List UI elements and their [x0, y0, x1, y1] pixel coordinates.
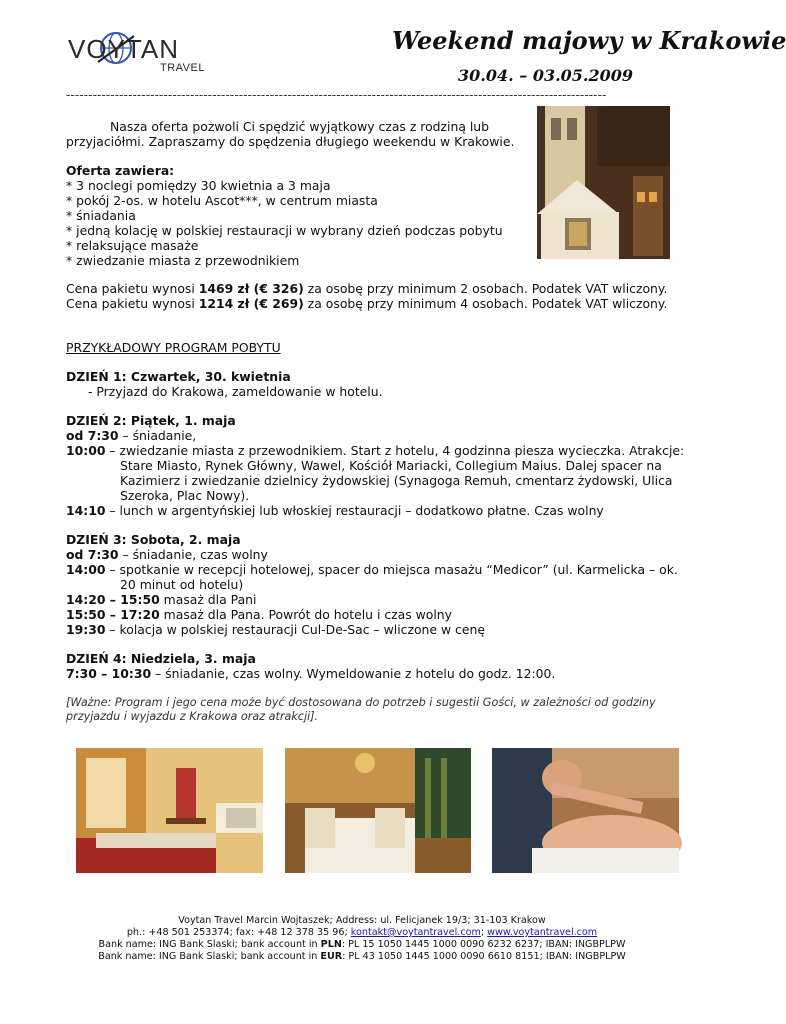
activity: masaż dla Pana. Powrót do hotelu i czas wolny	[159, 607, 452, 622]
day3-row-2-cont: 20 minut od hotelu)	[120, 577, 244, 592]
price-prefix: Cena pakietu wynosi	[66, 281, 199, 296]
day2-row-2-cont: Stare Miasto, Rynek Główny, Wawel, Kościół Mariacki, Collegium Maius. Dalej spacer na	[120, 458, 662, 473]
offer-item: * relaksujące masaże	[66, 238, 199, 253]
intro-line-2: przyjaciółmi. Zapraszamy do spędzenia długiego weekendu w Krakowie.	[66, 134, 515, 149]
time: od 7:30	[66, 547, 119, 562]
church-photo	[537, 106, 670, 259]
intro-line-1: Nasza oferta pozwoli Ci spędzić wyjątkowy czas z rodziną lub	[110, 119, 490, 134]
day2-row-2-cont: Szeroka, Plac Nowy).	[120, 488, 250, 503]
time: 7:30 – 10:30	[66, 666, 152, 681]
company-logo	[68, 26, 218, 76]
price-value: 1214 zł (€ 269)	[198, 296, 304, 311]
time: 14:10	[66, 503, 106, 518]
footer-separator: ;	[480, 927, 488, 938]
day3-row-4	[66, 607, 452, 622]
activity: – spotkanie w recepcji hotelowej, spacer do miejsca masażu “Medicor” (ul. Karmelicka – ok.	[105, 562, 678, 577]
offer-item: * pokój 2-os. w hotelu Ascot***, w centrum miasta	[66, 193, 378, 208]
hotel-room-photo	[76, 748, 263, 873]
price-value: 1469 zł (€ 326)	[198, 281, 304, 296]
time: od 7:30	[66, 428, 119, 443]
offer-item: * śniadania	[66, 208, 136, 223]
activity: – zwiedzanie miasta z przewodnikiem. Start z hotelu, 4 godzinna piesza wycieczka. Atrakcje:	[105, 443, 685, 458]
bank-text: Bank name: ING Bank Slaski; bank account in	[98, 951, 321, 962]
price-suffix: za osobę przy minimum 2 osobach. Podatek VAT wliczony.	[303, 281, 668, 296]
day3-heading: DZIEŃ 3: Sobota, 2. maja	[66, 532, 241, 547]
offer-item: * 3 noclegi pomiędzy 30 kwietnia a 3 maja	[66, 178, 331, 193]
time: 15:50 – 17:20	[66, 607, 160, 622]
bank-currency: EUR	[320, 951, 343, 962]
page-dates: 30.04. – 03.05.2009	[458, 66, 634, 85]
price-prefix: Cena pakietu wynosi	[66, 296, 199, 311]
price-line-2	[66, 296, 667, 311]
offer-heading: Oferta zawiera:	[66, 163, 175, 178]
day4-row-1	[66, 666, 555, 681]
note-line-2: przyjazdu i wyjazdu z Krakowa oraz atrakcji].	[66, 710, 319, 723]
footer-bank-eur	[0, 951, 724, 963]
day2-heading: DZIEŃ 2: Piątek, 1. maja	[66, 413, 236, 428]
day4-heading: DZIEŃ 4: Niedziela, 3. maja	[66, 651, 256, 666]
day2-row-2-cont: Kazimierz i zwiedzanie dzielnicy żydowskiej (Synagoga Remuh, cmentarz żydowski, Ulica	[120, 473, 673, 488]
day2-row-3	[66, 503, 604, 518]
bank-account: : PL 43 1050 1445 1000 0090 6610 8151; IBAN: INGBPLPW	[342, 951, 626, 962]
bank-text: Bank name: ING Bank Slaski; bank account in	[98, 939, 321, 950]
day2-row-1	[66, 428, 196, 443]
price-line-1	[66, 281, 667, 296]
footer-contact	[0, 927, 724, 939]
price-suffix: za osobę przy minimum 4 osobach. Podatek VAT wliczony.	[303, 296, 668, 311]
massage-photo	[492, 748, 679, 873]
divider: --------------------------------------------------------------------------------------------------------------------------	[66, 88, 607, 102]
day1-item: - Przyjazd do Krakowa, zameldowanie w hotelu.	[88, 384, 383, 399]
activity: masaż dla Pani	[159, 592, 257, 607]
day2-row-2	[66, 443, 684, 458]
page-title: Weekend majowy w Krakowie	[392, 26, 786, 55]
bank-currency: PLN	[320, 939, 342, 950]
logo-sub-text: TRAVEL	[160, 62, 205, 74]
note-line-1: [Ważne: Program i jego cena może być dostosowana do potrzeb i sugestii Gości, w zależności od godziny	[66, 696, 656, 709]
day3-row-5	[66, 622, 485, 637]
time: 19:30	[66, 622, 106, 637]
restaurant-photo	[285, 748, 471, 873]
offer-item: * zwiedzanie miasta z przewodnikiem	[66, 253, 300, 268]
footer-phone: ph.: +48 501 253374; fax: +48 12 378 35 96;	[126, 927, 351, 938]
activity: – śniadanie, czas wolny. Wymeldowanie z hotelu do godz. 12:00.	[151, 666, 556, 681]
time: 14:20 – 15:50	[66, 592, 160, 607]
email-link[interactable]: kontakt@voytantravel.com	[350, 927, 481, 938]
bank-account: : PL 15 1050 1445 1000 0090 6232 6237; IBAN: INGBPLPW	[341, 939, 626, 950]
day3-row-1	[66, 547, 268, 562]
activity: – kolacja w polskiej restauracji Cul-De-Sac – wliczone w cenę	[105, 622, 485, 637]
time: 14:00	[66, 562, 106, 577]
website-link[interactable]: www.voytantravel.com	[487, 927, 598, 938]
activity: – śniadanie, czas wolny	[118, 547, 268, 562]
footer-address: Voytan Travel Marcin Wojtaszek; Address: ul. Felicjanek 19/3; 31-103 Krakow	[178, 915, 546, 926]
day3-row-3	[66, 592, 256, 607]
logo-main-text: VOYTAN	[68, 34, 179, 64]
program-heading: PRZYKŁADOWY PROGRAM POBYTU	[66, 340, 281, 355]
day3-row-2	[66, 562, 678, 577]
activity: – lunch w argentyńskiej lub włoskiej restauracji – dodatkowo płatne. Czas wolny	[105, 503, 604, 518]
footer-bank-pln	[0, 939, 724, 951]
time: 10:00	[66, 443, 106, 458]
offer-item: * jedną kolację w polskiej restauracji w wybrany dzień podczas pobytu	[66, 223, 503, 238]
day1-heading: DZIEŃ 1: Czwartek, 30. kwietnia	[66, 369, 291, 384]
activity: – śniadanie,	[118, 428, 197, 443]
